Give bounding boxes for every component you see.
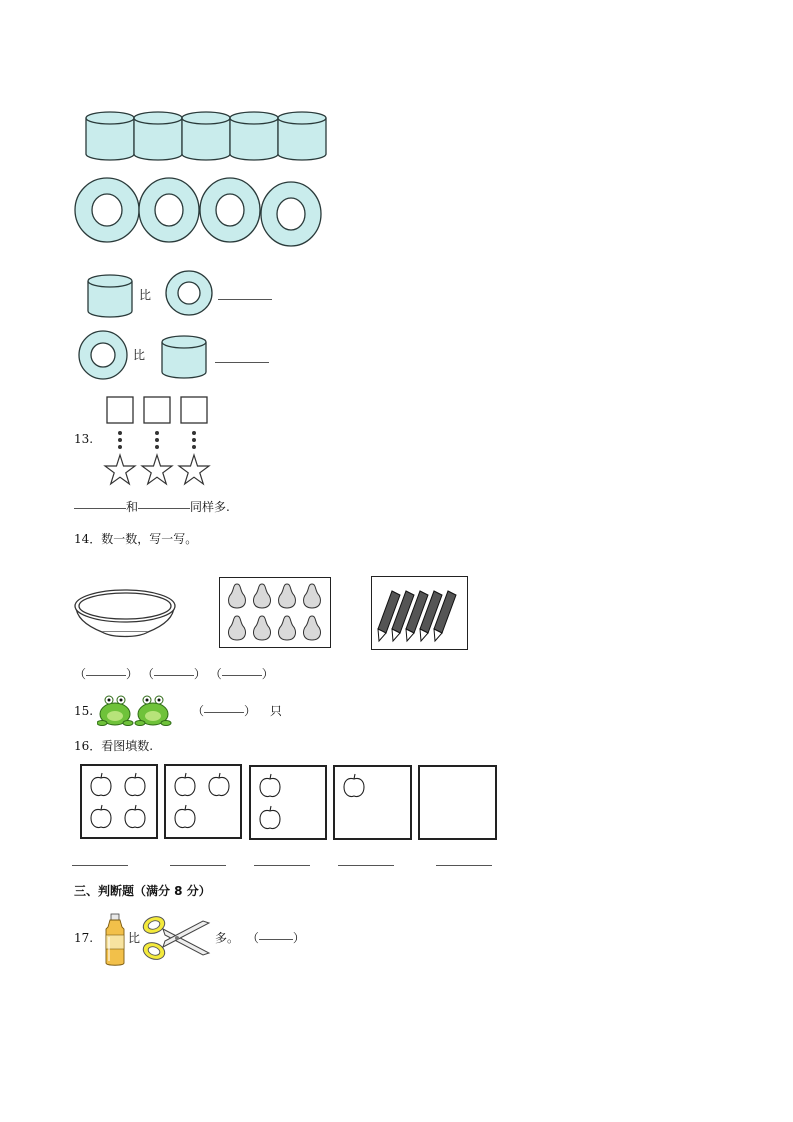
pear-icon — [279, 616, 296, 640]
square-icon — [107, 397, 133, 423]
pear-icon — [304, 584, 321, 608]
plate-icon — [72, 586, 178, 642]
answer-blank[interactable] — [170, 864, 226, 866]
answer-blank[interactable] — [254, 864, 310, 866]
apple-icon — [175, 773, 195, 796]
ring-icon — [77, 329, 129, 381]
pear-icon — [304, 616, 321, 640]
star-icon — [179, 455, 209, 484]
q14-answers: （ ） （ ） （ ） — [74, 667, 274, 681]
frog-icon — [97, 696, 133, 726]
question-number: 13. — [74, 432, 94, 446]
square-icon — [144, 397, 170, 423]
cylinder-icon — [160, 334, 208, 380]
ring-icon — [261, 182, 321, 246]
rings-row — [72, 176, 326, 248]
apple-icon — [175, 805, 195, 828]
bottle-icon — [102, 913, 128, 967]
answer-blank[interactable] — [338, 864, 394, 866]
sentence-text: 和 — [126, 500, 139, 514]
pear-icon — [229, 584, 246, 608]
answer-blank[interactable] — [259, 938, 293, 940]
star-icon — [105, 455, 135, 484]
scissors-icon — [141, 913, 211, 963]
q17-tail: 多。 （ ） — [215, 931, 305, 945]
answer-blank[interactable] — [74, 507, 126, 509]
answer-blank[interactable] — [86, 674, 126, 676]
answer-blank[interactable] — [204, 711, 244, 713]
apple-box — [333, 765, 412, 840]
answer-blank[interactable] — [138, 507, 190, 509]
cylinder-icon — [278, 112, 326, 160]
ring-icon — [139, 178, 199, 242]
apple-icon — [209, 773, 229, 796]
pear-icon — [254, 584, 271, 608]
sentence-text: 多。 — [215, 931, 240, 945]
sentence-text: 同样多. — [190, 500, 230, 514]
unit-label: 只 — [269, 704, 282, 718]
pear-box — [219, 577, 331, 648]
pear-icon — [229, 616, 246, 640]
apple-box — [249, 765, 327, 840]
question-title: 16．看图填数. — [74, 739, 154, 753]
compare-word: 比 — [133, 348, 146, 362]
frogs — [97, 690, 173, 728]
pencil-box — [371, 576, 468, 650]
star-icon — [142, 455, 172, 484]
question-title: 14．数一数，写一写。 — [74, 532, 198, 546]
squares-dots-stars — [102, 395, 214, 487]
ring-icon — [200, 178, 260, 242]
answer-blank[interactable] — [222, 674, 262, 676]
ring-icon — [75, 178, 139, 242]
compare-word: 比 — [128, 931, 141, 945]
q15-answer: （ ） 只 — [192, 704, 282, 718]
answer-blank[interactable] — [72, 864, 128, 866]
question-number: 15. — [74, 704, 94, 718]
apple-icon — [344, 774, 364, 797]
answer-blank[interactable] — [215, 361, 269, 363]
pear-icon — [254, 616, 271, 640]
q13-sentence — [74, 501, 230, 513]
apple-box — [164, 764, 242, 839]
frog-icon — [135, 696, 171, 726]
ring-icon — [164, 269, 214, 317]
apple-icon — [91, 805, 111, 828]
apple-icon — [91, 773, 111, 796]
apple-box — [80, 764, 158, 839]
cylinder-icon — [134, 112, 182, 160]
answer-blank[interactable] — [154, 674, 194, 676]
cylinder-icon — [86, 112, 134, 160]
cylinder-icon — [86, 273, 134, 319]
cylinder-icon — [230, 112, 278, 160]
square-icon — [181, 397, 207, 423]
cylinder-icon — [182, 112, 230, 160]
question-number: 17. — [74, 931, 94, 945]
apple-icon — [260, 774, 280, 797]
compare-word: 比 — [139, 288, 152, 302]
answer-blank[interactable] — [218, 298, 272, 300]
apple-icon — [125, 773, 145, 796]
apple-icon — [125, 805, 145, 828]
pear-icon — [279, 584, 296, 608]
section-heading: 三、判断题（满分 8 分） — [74, 884, 211, 898]
answer-blank[interactable] — [436, 864, 492, 866]
cylinders-row — [84, 108, 330, 164]
apple-icon — [260, 806, 280, 829]
apple-box-empty — [418, 765, 497, 840]
